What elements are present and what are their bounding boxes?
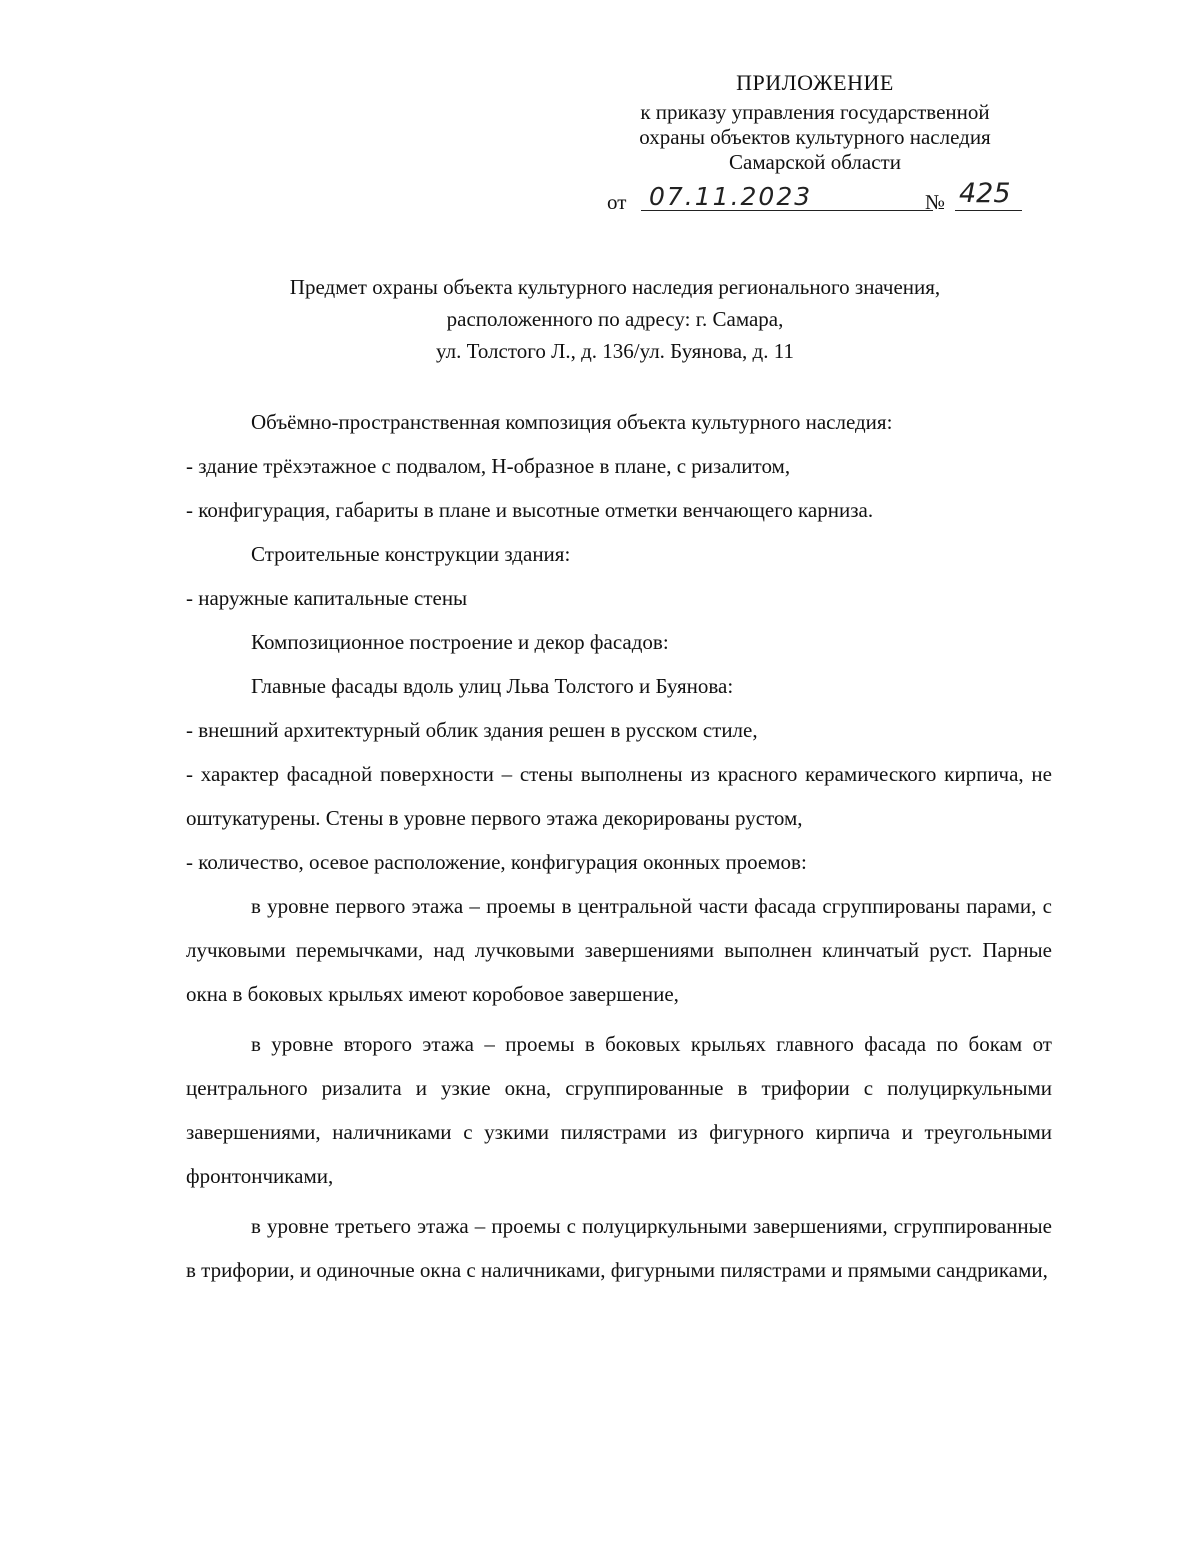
paragraph-main-facades: Главные фасады вдоль улиц Льва Толстого и Буянова: — [251, 674, 734, 698]
handwritten-number: 425 — [959, 178, 1011, 209]
subject-line-1: Предмет охраны объекта культурного наследия регионального значения, — [289, 275, 941, 299]
paragraph-volume-composition: Объёмно-пространственная композиция объекта культурного наследия: — [251, 410, 893, 434]
header-line-2: охраны объектов культурного наследия — [639, 125, 991, 149]
paragraph-russian-style: - внешний архитектурный облик здания решен в русском стиле, — [186, 718, 758, 742]
paragraph-external-walls: - наружные капитальные стены — [186, 586, 468, 610]
paragraph-window-openings: - количество, осевое расположение, конфигурация оконных проемов: — [186, 850, 807, 874]
subject-line-3: ул. Толстого Л., д. 136/ул. Буянова, д. 11 — [436, 339, 794, 363]
paragraph-third-floor: в уровне третьего этажа – проемы с полуциркульными завершениями, сгруппированные в трифории, и одиночные окна с наличниками, фигурными пилястрами и прямыми сандриками, — [186, 1214, 1052, 1282]
number-underline — [955, 210, 1022, 211]
appendix-title: ПРИЛОЖЕНИЕ — [736, 70, 894, 95]
paragraph-configuration: - конфигурация, габариты в плане и высотные отметки венчающего карниза. — [186, 498, 874, 522]
paragraph-facade-heading: Композиционное построение и декор фасадов: — [251, 630, 669, 654]
header-line-1: к приказу управления государственной — [640, 100, 990, 124]
subject-line-2: расположенного по адресу: г. Самара, — [446, 307, 784, 331]
document-subject — [150, 271, 1080, 367]
paragraph-first-floor: в уровне первого этажа – проемы в центральной части фасада сгруппированы парами, с лучковыми перемычками, над лучковыми завершениями выполнен клинчатый руст. Парные окна в боковых крыльях имеют коробовое завершение, — [186, 894, 1052, 1006]
appendix-header — [590, 70, 1040, 175]
paragraph-second-floor: в уровне второго этажа – проемы в боковых крыльях главного фасада по бокам от центрального ризалита и узкие окна, сгруппированные в трифории с полуциркульными завершениями, наличниками с узкими пилястрами из фигурного кирпича и треугольными фронтончиками, — [186, 1032, 1052, 1188]
order-date-number-line — [607, 178, 1037, 216]
header-line-3: Самарской области — [729, 150, 901, 174]
paragraph-structures-heading: Строительные конструкции здания: — [251, 542, 571, 566]
paragraph-building-floors: - здание трёхэтажное с подвалом, Н-образное в плане, с ризалитом, — [186, 454, 791, 478]
number-label: № — [925, 190, 946, 214]
document-body — [186, 400, 1052, 1292]
from-label: от — [607, 190, 627, 214]
paragraph-surface-character: - характер фасадной поверхности – стены выполнены из красного керамического кирпича, не оштукатурены. Стены в уровне первого этажа декорированы рустом, — [186, 762, 1052, 830]
handwritten-date: 07.11.2023 — [649, 182, 813, 211]
